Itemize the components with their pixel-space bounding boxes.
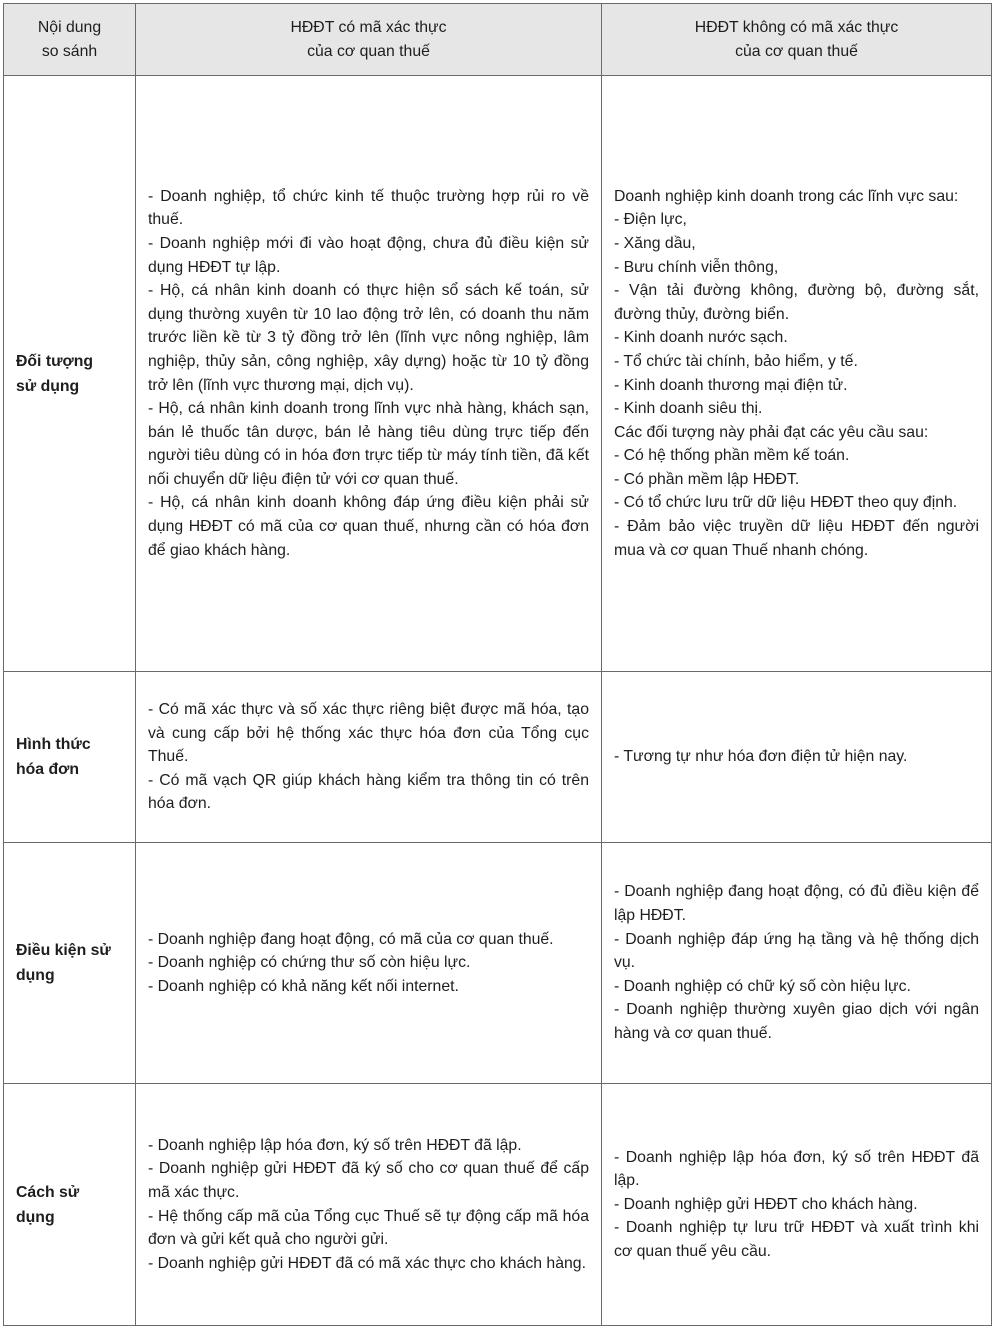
- table-row: [4, 76, 992, 672]
- cell-line: - Tổ chức tài chính, bảo hiểm, y tế.: [614, 352, 858, 370]
- row-label: dụng: [16, 967, 55, 984]
- cell-line: - Hộ, cá nhân kinh doanh không đáp ứng điều kiện phải sử dụng HĐĐT có mã của cơ quan thuế, nhưng cần có hóa đơn để giao khách hàng.: [148, 494, 589, 559]
- cell-line: - Hộ, cá nhân kinh doanh trong lĩnh vực nhà hàng, khách sạn, bán lẻ thuốc tân dược, bán lẻ hàng tiêu dùng trực tiếp đến người tiêu dùng có in hóa đơn trực tiếp từ máy tính tiền, đã kết nối chuyển dữ liệu điện tử với cơ quan thuế.: [148, 400, 589, 488]
- comparison-table: [3, 3, 992, 1326]
- row-label: dụng: [16, 1208, 55, 1226]
- cell-line: - Tương tự như hóa đơn điện tử hiện nay.: [614, 748, 908, 766]
- header-text: của cơ quan thuế: [307, 42, 430, 60]
- with-code-cell: [136, 672, 602, 843]
- cell-line: - Doanh nghiệp tự lưu trữ HĐĐT và xuất trình khi cơ quan thuế yêu cầu.: [614, 1219, 979, 1260]
- with-code-cell: [136, 76, 602, 672]
- header-text: HĐĐT không có mã xác thực: [694, 18, 899, 36]
- cell-line: - Vận tải đường không, đường bộ, đường sắt, đường thủy, đường biển.: [614, 282, 979, 323]
- header-cell-without-code: [602, 4, 992, 76]
- cell-line: - Hệ thống cấp mã của Tổng cục Thuế sẽ tự động cấp mã hóa đơn và gửi kết quả cho người gửi.: [148, 1207, 589, 1249]
- cell-line: - Điện lực,: [614, 211, 687, 229]
- header-text: Nội dung: [37, 18, 102, 36]
- without-code-cell: [602, 672, 992, 843]
- table-row: [4, 672, 992, 843]
- cell-line: - Doanh nghiệp lập hóa đơn, ký số trên HĐĐT đã lập.: [614, 1148, 979, 1190]
- header-cell-criteria: [4, 4, 136, 76]
- cell-line: - Doanh nghiệp đang hoạt động, có đủ điều kiện để lập HĐĐT.: [614, 883, 979, 925]
- table-row: [4, 843, 992, 1084]
- cell-line: - Doanh nghiệp có chữ ký số còn hiệu lực.: [614, 977, 911, 995]
- without-code-cell: [602, 76, 992, 672]
- cell-line: - Có phần mềm lập HĐĐT.: [614, 470, 800, 488]
- cell-line: - Có hệ thống phần mềm kế toán.: [614, 447, 850, 465]
- row-label: Điều kiện sử: [16, 942, 111, 959]
- header-text: của cơ quan thuế: [735, 42, 858, 60]
- cell-line: - Hộ, cá nhân kinh doanh có thực hiện sổ sách kế toán, sử dụng thường xuyên từ 10 lao động trở lên, có doanh thu năm trước liền kề từ 3 tỷ đồng trở lên (lĩnh vực nông nghiệp, lâm nghiệp, thủy sản, công nghiệp, xây dựng) hoặc từ 10 tỷ đồng trở lên (lĩnh vực thương mại, dịch vụ).: [148, 282, 589, 394]
- cell-line: - Xăng dầu,: [614, 234, 696, 252]
- cell-line: - Doanh nghiệp đang hoạt động, có mã của cơ quan thuế.: [148, 930, 554, 948]
- table-row: [4, 1084, 992, 1326]
- cell-line: Các đối tượng này phải đạt các yêu cầu sau:: [614, 423, 929, 441]
- cell-line: - Doanh nghiệp mới đi vào hoạt động, chưa đủ điều kiện sử dụng HĐĐT tự lập.: [148, 234, 589, 276]
- cell-line: - Doanh nghiệp có khả năng kết nối internet.: [148, 977, 459, 995]
- cell-line: - Doanh nghiệp gửi HĐĐT cho khách hàng.: [614, 1195, 918, 1213]
- table-header: [4, 4, 992, 76]
- cell-line: - Doanh nghiệp có chứng thư số còn hiệu lực.: [148, 954, 471, 972]
- row-label: Cách sử: [16, 1183, 80, 1201]
- cell-line: - Kinh doanh siêu thị.: [614, 400, 763, 418]
- cell-line: - Có tổ chức lưu trữ dữ liệu HĐĐT theo quy định.: [614, 494, 958, 512]
- cell-line: - Có mã vạch QR giúp khách hàng kiểm tra thông tin có trên hóa đơn.: [148, 771, 589, 813]
- cell-line: Doanh nghiệp kinh doanh trong các lĩnh vực sau:: [614, 187, 959, 205]
- row-label: Đối tượng: [16, 352, 94, 370]
- with-code-cell: [136, 843, 602, 1084]
- cell-line: - Có mã xác thực và số xác thực riêng biệt được mã hóa, tạo và cung cấp bởi hệ thống xác thực hóa đơn của Tổng cục Thuế.: [148, 701, 589, 766]
- row-label-cell: [4, 1084, 136, 1326]
- row-label: hóa đơn: [16, 761, 80, 778]
- header-row: [4, 4, 992, 76]
- cell-line: - Doanh nghiệp gửi HĐĐT đã có mã xác thực cho khách hàng.: [148, 1254, 586, 1272]
- row-label-cell: [4, 672, 136, 843]
- cell-line: - Doanh nghiệp lập hóa đơn, ký số trên HĐĐT đã lập.: [148, 1136, 522, 1154]
- cell-line: - Kinh doanh nước sạch.: [614, 329, 788, 347]
- without-code-cell: [602, 843, 992, 1084]
- cell-line: - Đảm bảo việc truyền dữ liệu HĐĐT đến người mua và cơ quan Thuế nhanh chóng.: [614, 518, 979, 559]
- cell-line: - Doanh nghiệp thường xuyên giao dịch với ngân hàng và cơ quan thuế.: [614, 1001, 979, 1042]
- row-label: sử dụng: [16, 377, 80, 395]
- row-label-cell: [4, 76, 136, 672]
- cell-line: - Bưu chính viễn thông,: [614, 258, 779, 276]
- header-text: so sánh: [41, 42, 98, 60]
- with-code-cell: [136, 1084, 602, 1326]
- cell-line: - Kinh doanh thương mại điện tử.: [614, 376, 848, 394]
- cell-line: - Doanh nghiệp, tổ chức kinh tế thuộc trường hợp rủi ro về thuế.: [148, 187, 589, 229]
- cell-line: - Doanh nghiệp đáp ứng hạ tầng và hệ thống dịch vụ.: [614, 930, 979, 972]
- table-body: [4, 76, 992, 1326]
- without-code-cell: [602, 1084, 992, 1326]
- header-text: HĐĐT có mã xác thực: [290, 18, 447, 36]
- cell-line: - Doanh nghiệp gửi HĐĐT đã ký số cho cơ quan thuế để cấp mã xác thực.: [148, 1160, 589, 1201]
- row-label-cell: [4, 843, 136, 1084]
- header-cell-with-code: [136, 4, 602, 76]
- row-label: Hình thức: [16, 736, 91, 753]
